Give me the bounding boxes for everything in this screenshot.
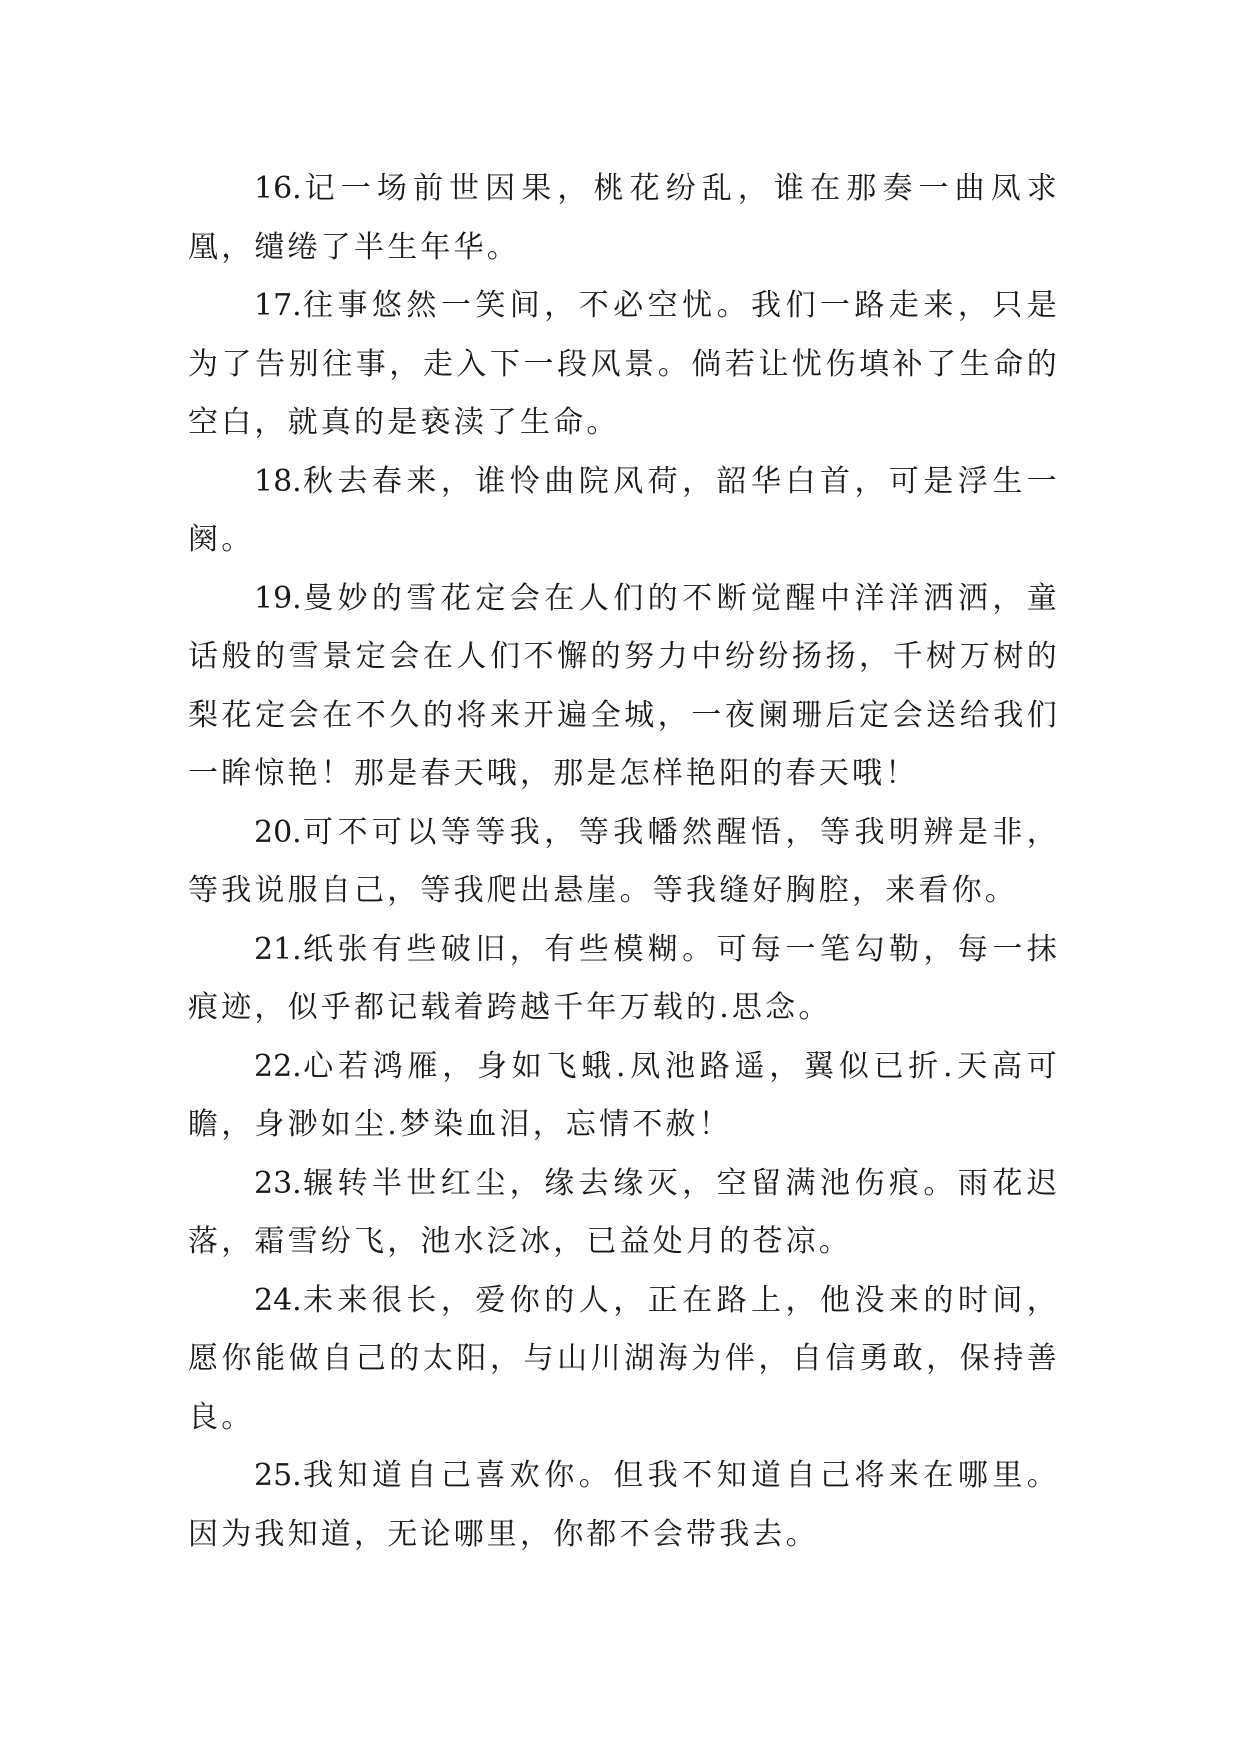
paragraph-number: 16.	[254, 171, 302, 206]
paragraph-number: 18.	[254, 463, 302, 499]
paragraph-18	[188, 453, 1060, 570]
paragraph-number: 20.	[254, 814, 302, 850]
paragraph-17	[188, 277, 1060, 453]
paragraph-text: 心若鸿雁，身如飞蛾.凤池路遥，翼似已折.天高可瞻，身渺如尘.梦染血泪，忘情不赦！	[188, 1048, 1060, 1142]
paragraph-number: 19.	[254, 580, 302, 616]
paragraph-number: 24.	[254, 1282, 302, 1318]
paragraph-text: 往事悠然一笑间，不必空忧。我们一路走来，只是为了告别往事，走入下一段风景。倘若让忧伤填补了生命的空白，就真的是亵渎了生命。	[188, 288, 1060, 440]
paragraph-number: 22.	[254, 1048, 302, 1084]
paragraph-22	[188, 1038, 1060, 1155]
paragraph-23	[188, 1155, 1060, 1272]
paragraph-19	[188, 570, 1060, 804]
paragraph-20	[188, 804, 1060, 921]
paragraph-text: 记一场前世因果，桃花纷乱，谁在那奏一曲凤求凰，缱绻了半生年华。	[188, 171, 1060, 265]
paragraph-number: 23.	[254, 1165, 302, 1201]
paragraph-text: 可不可以等等我，等我幡然醒悟，等我明辨是非，等我说服自己，等我爬出悬崖。等我缝好胸腔，来看你。	[188, 814, 1060, 908]
paragraph-text: 纸张有些破旧，有些模糊。可每一笔勾勒，每一抹痕迹，似乎都记载着跨越千年万载的.思念。	[188, 931, 1060, 1025]
paragraph-text: 秋去春来，谁怜曲院风荷，韶华白首，可是浮生一阕。	[188, 463, 1060, 557]
paragraph-16	[188, 160, 1060, 277]
paragraph-text: 未来很长，爱你的人，正在路上，他没来的时间，愿你能做自己的太阳，与山川湖海为伴，自信勇敢，保持善良。	[188, 1282, 1060, 1435]
paragraph-number: 17.	[254, 288, 302, 323]
paragraph-25	[188, 1447, 1060, 1564]
paragraph-text: 曼妙的雪花定会在人们的不断觉醒中洋洋洒洒，童话般的雪景定会在人们不懈的努力中纷纷扬扬，千树万树的梨花定会在不久的将来开遍全城，一夜阑珊后定会送给我们一眸惊艳！那是春天哦，那是怎样艳阳的春天哦！	[188, 580, 1060, 791]
paragraph-text: 我知道自己喜欢你。但我不知道自己将来在哪里。因为我知道，无论哪里，你都不会带我去。	[188, 1458, 1060, 1552]
paragraph-number: 25.	[254, 1458, 302, 1493]
paragraph-number: 21.	[254, 931, 302, 967]
document-body	[188, 160, 1060, 1564]
paragraph-21	[188, 921, 1060, 1038]
paragraph-24	[188, 1272, 1060, 1448]
paragraph-text: 辗转半世红尘，缘去缘灭，空留满池伤痕。雨花迟落，霜雪纷飞，池水泛冰，已益处月的苍凉。	[188, 1165, 1060, 1259]
